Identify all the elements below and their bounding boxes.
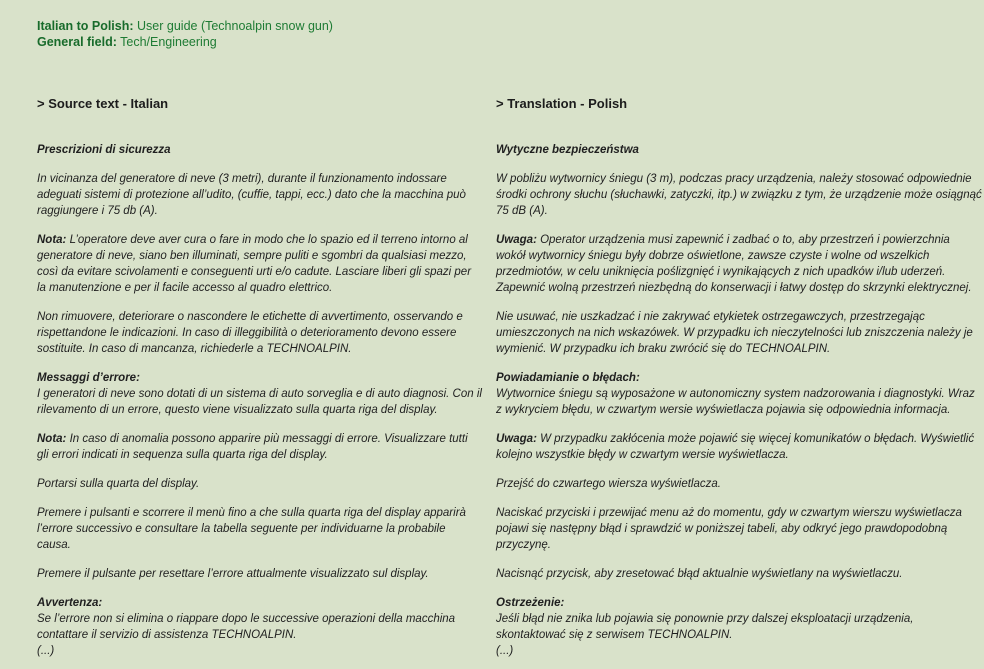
source-paragraph (37, 370, 482, 418)
table-row (37, 505, 968, 553)
general-field-label: General field: (37, 35, 117, 49)
translation-section-title (496, 142, 982, 158)
paragraph-text: Operator urządzenia musi zapewnić i zadbać o to, aby przestrzeń i powierzchnia wokół wytwornicy śniegu były dobrze oświetlone, zawsze czyste i wolne od wszelkich przedmiotów, w celu uniknięcia poślizgnięć i wynikających z nich upadków i/lub uderzeń. Zapewnić wolną przestrzeń niezbędną do konserwacji i łatwy dostęp do skrzynki elektrycznej. (496, 234, 972, 294)
source-paragraph (37, 505, 482, 553)
source-paragraph (37, 309, 482, 357)
paragraph-text: Se l’errore non si elimina o riappare dopo le successive operazioni della macchina contattare il servizio di assistenza TECHNOALPIN. (37, 613, 456, 641)
paragraph-text: Non rimuovere, deteriorare o nascondere le etichette di avvertimento, osservando e rispettandone le indicazioni. In caso di illeggibilità o deterioramento devono essere sostituite. In caso di mancanza, richiederle a TECHNOALPIN. (37, 311, 463, 355)
source-paragraph (37, 566, 482, 582)
paragraph-heading: Wytyczne bezpieczeństwa (496, 144, 639, 156)
source-paragraph (37, 171, 482, 219)
paragraph-text: Nacisnąć przycisk, aby zresetować błąd aktualnie wyświetlany na wyświetlaczu. (496, 568, 903, 580)
table-row (37, 370, 975, 418)
paragraph-text: I generatori di neve sono dotati di un sistema di auto sorveglia e di auto diagnosi. Con il rilevamento di un errore, questo viene visualizzato sulla quarta riga del display. (37, 388, 482, 416)
paragraph-lead: Uwaga: (496, 433, 541, 445)
general-field-value: Tech/Engineering (116, 35, 217, 49)
paragraph-text: Premere il pulsante per resettare l’errore attualmente visualizzato sul display. (37, 568, 429, 580)
translation-columns (37, 96, 982, 659)
paragraph-lead: Uwaga: (496, 234, 541, 246)
table-row (37, 142, 968, 158)
table-row (37, 595, 968, 659)
translation-paragraph (496, 171, 982, 219)
translation-paragraph (496, 309, 982, 357)
language-pair-label: Italian to Polish: (37, 19, 134, 33)
source-paragraph (37, 595, 482, 659)
source-paragraph (37, 431, 482, 463)
general-field-line (37, 34, 968, 50)
language-pair-value: User guide (Technoalpin snow gun) (133, 19, 333, 33)
translation-paragraph (496, 476, 982, 492)
translation-paragraph (496, 232, 982, 296)
paragraph-text: Wytwornice śniegu są wyposażone w autonomiczny system nadzorowania i diagnostyki. Wraz z wykryciem błędu, w czwartym wersie wyświetlacza pojawia się odpowiednia informacja. (496, 388, 975, 416)
paragraph-text: L’operatore deve aver cura o fare in modo che lo spazio ed il terreno intorno al generatore di neve, siano ben illuminati, sempre puliti e sgombri da qualsiasi mezzo, così da evitare scivolamenti e conseguenti urti e/o cadute. Lasciare liberi gli spazi per la manutenzione e per il facile accesso al quadro elettrico. (37, 234, 472, 294)
paragraph-lead: Nota: (37, 433, 70, 445)
translation-column-header: > Translation - Polish (496, 96, 628, 111)
table-row (37, 476, 968, 492)
paragraph-lead: Nota: (37, 234, 70, 246)
project-header (37, 18, 968, 50)
translation-paragraph (496, 370, 982, 418)
paragraph-text: In caso di anomalia possono apparire più messaggi di errore. Visualizzare tutti gli errori indicati in sequenza sulla quarta riga del display. (37, 433, 468, 461)
paragraph-text: Jeśli błąd nie znika lub pojawia się ponownie przy dalszej eksploatacji urządzenia, skontaktować się z serwisem TECHNOALPIN. (496, 613, 914, 641)
source-paragraph (37, 232, 482, 296)
column-headers-row (37, 96, 968, 129)
source-column-header: > Source text - Italian (37, 96, 169, 111)
table-row (37, 431, 975, 463)
project-title-line (37, 18, 968, 34)
paragraph-text: W przypadku zakłócenia może pojawić się więcej komunikatów o błędach. Wyświetlić kolejno wszystkie błędy w czwartym wersie wyświetlacza. (496, 433, 975, 461)
paragraph-tail: (...) (37, 645, 55, 657)
table-row (37, 566, 968, 582)
paragraph-tail: (...) (496, 645, 514, 657)
table-row (37, 171, 982, 219)
table-row (37, 232, 972, 296)
paragraph-heading: Avvertenza: (37, 597, 103, 609)
paragraph-text: In vicinanza del generatore di neve (3 metri), durante il funzionamento indossare adeguati sistemi di protezione all’udito, (cuffie, tappi, ecc.) dato che la macchina può raggiungere i 75 db (A). (37, 173, 466, 217)
paragraph-text: Przejść do czwartego wiersza wyświetlacza. (496, 478, 721, 490)
table-row (37, 309, 973, 357)
paragraph-heading: Messaggi d’errore: (37, 372, 140, 384)
paragraph-heading: Prescrizioni di sicurezza (37, 144, 171, 156)
paragraph-text: W pobliżu wytwornicy śniegu (3 m), podczas pracy urządzenia, należy stosować odpowiednie środki ochrony słuchu (słuchawki, zatyczki, itp.) w związku z tym, że urządzenie może osiągnąć 75 dB (A). (496, 173, 982, 217)
source-section-title (37, 142, 482, 158)
source-paragraph (37, 476, 482, 492)
paragraph-heading: Ostrzeżenie: (496, 597, 565, 609)
paragraph-text: Naciskać przyciski i przewijać menu aż do momentu, gdy w czwartym wierszu wyświetlacza pojawi się następny błąd i sprawdzić w poniższej tabeli, aby odkryć jego prawdopodobną przyczynę. (496, 507, 962, 551)
translation-paragraph (496, 595, 982, 659)
paragraph-text: Nie usuwać, nie uszkadzać i nie zakrywać etykietek ostrzegawczych, przestrzegając umieszczonych na nich wskazówek. W przypadku ich nieczytelności lub zniszczenia należy je wymienić. W przypadku ich braku zwrócić się do TECHNOALPIN. (496, 311, 973, 355)
translation-paragraph (496, 431, 982, 463)
translation-paragraph (496, 505, 982, 553)
paragraph-heading: Powiadamianie o błędach: (496, 372, 640, 384)
paragraph-text: Premere i pulsanti e scorrere il menù fino a che sulla quarta riga del display apparirà l’errore successivo e consultare la tabella seguente per individuarne la probabile causa. (37, 507, 466, 551)
translation-paragraph (496, 566, 982, 582)
paragraph-text: Portarsi sulla quarta del display. (37, 478, 200, 490)
